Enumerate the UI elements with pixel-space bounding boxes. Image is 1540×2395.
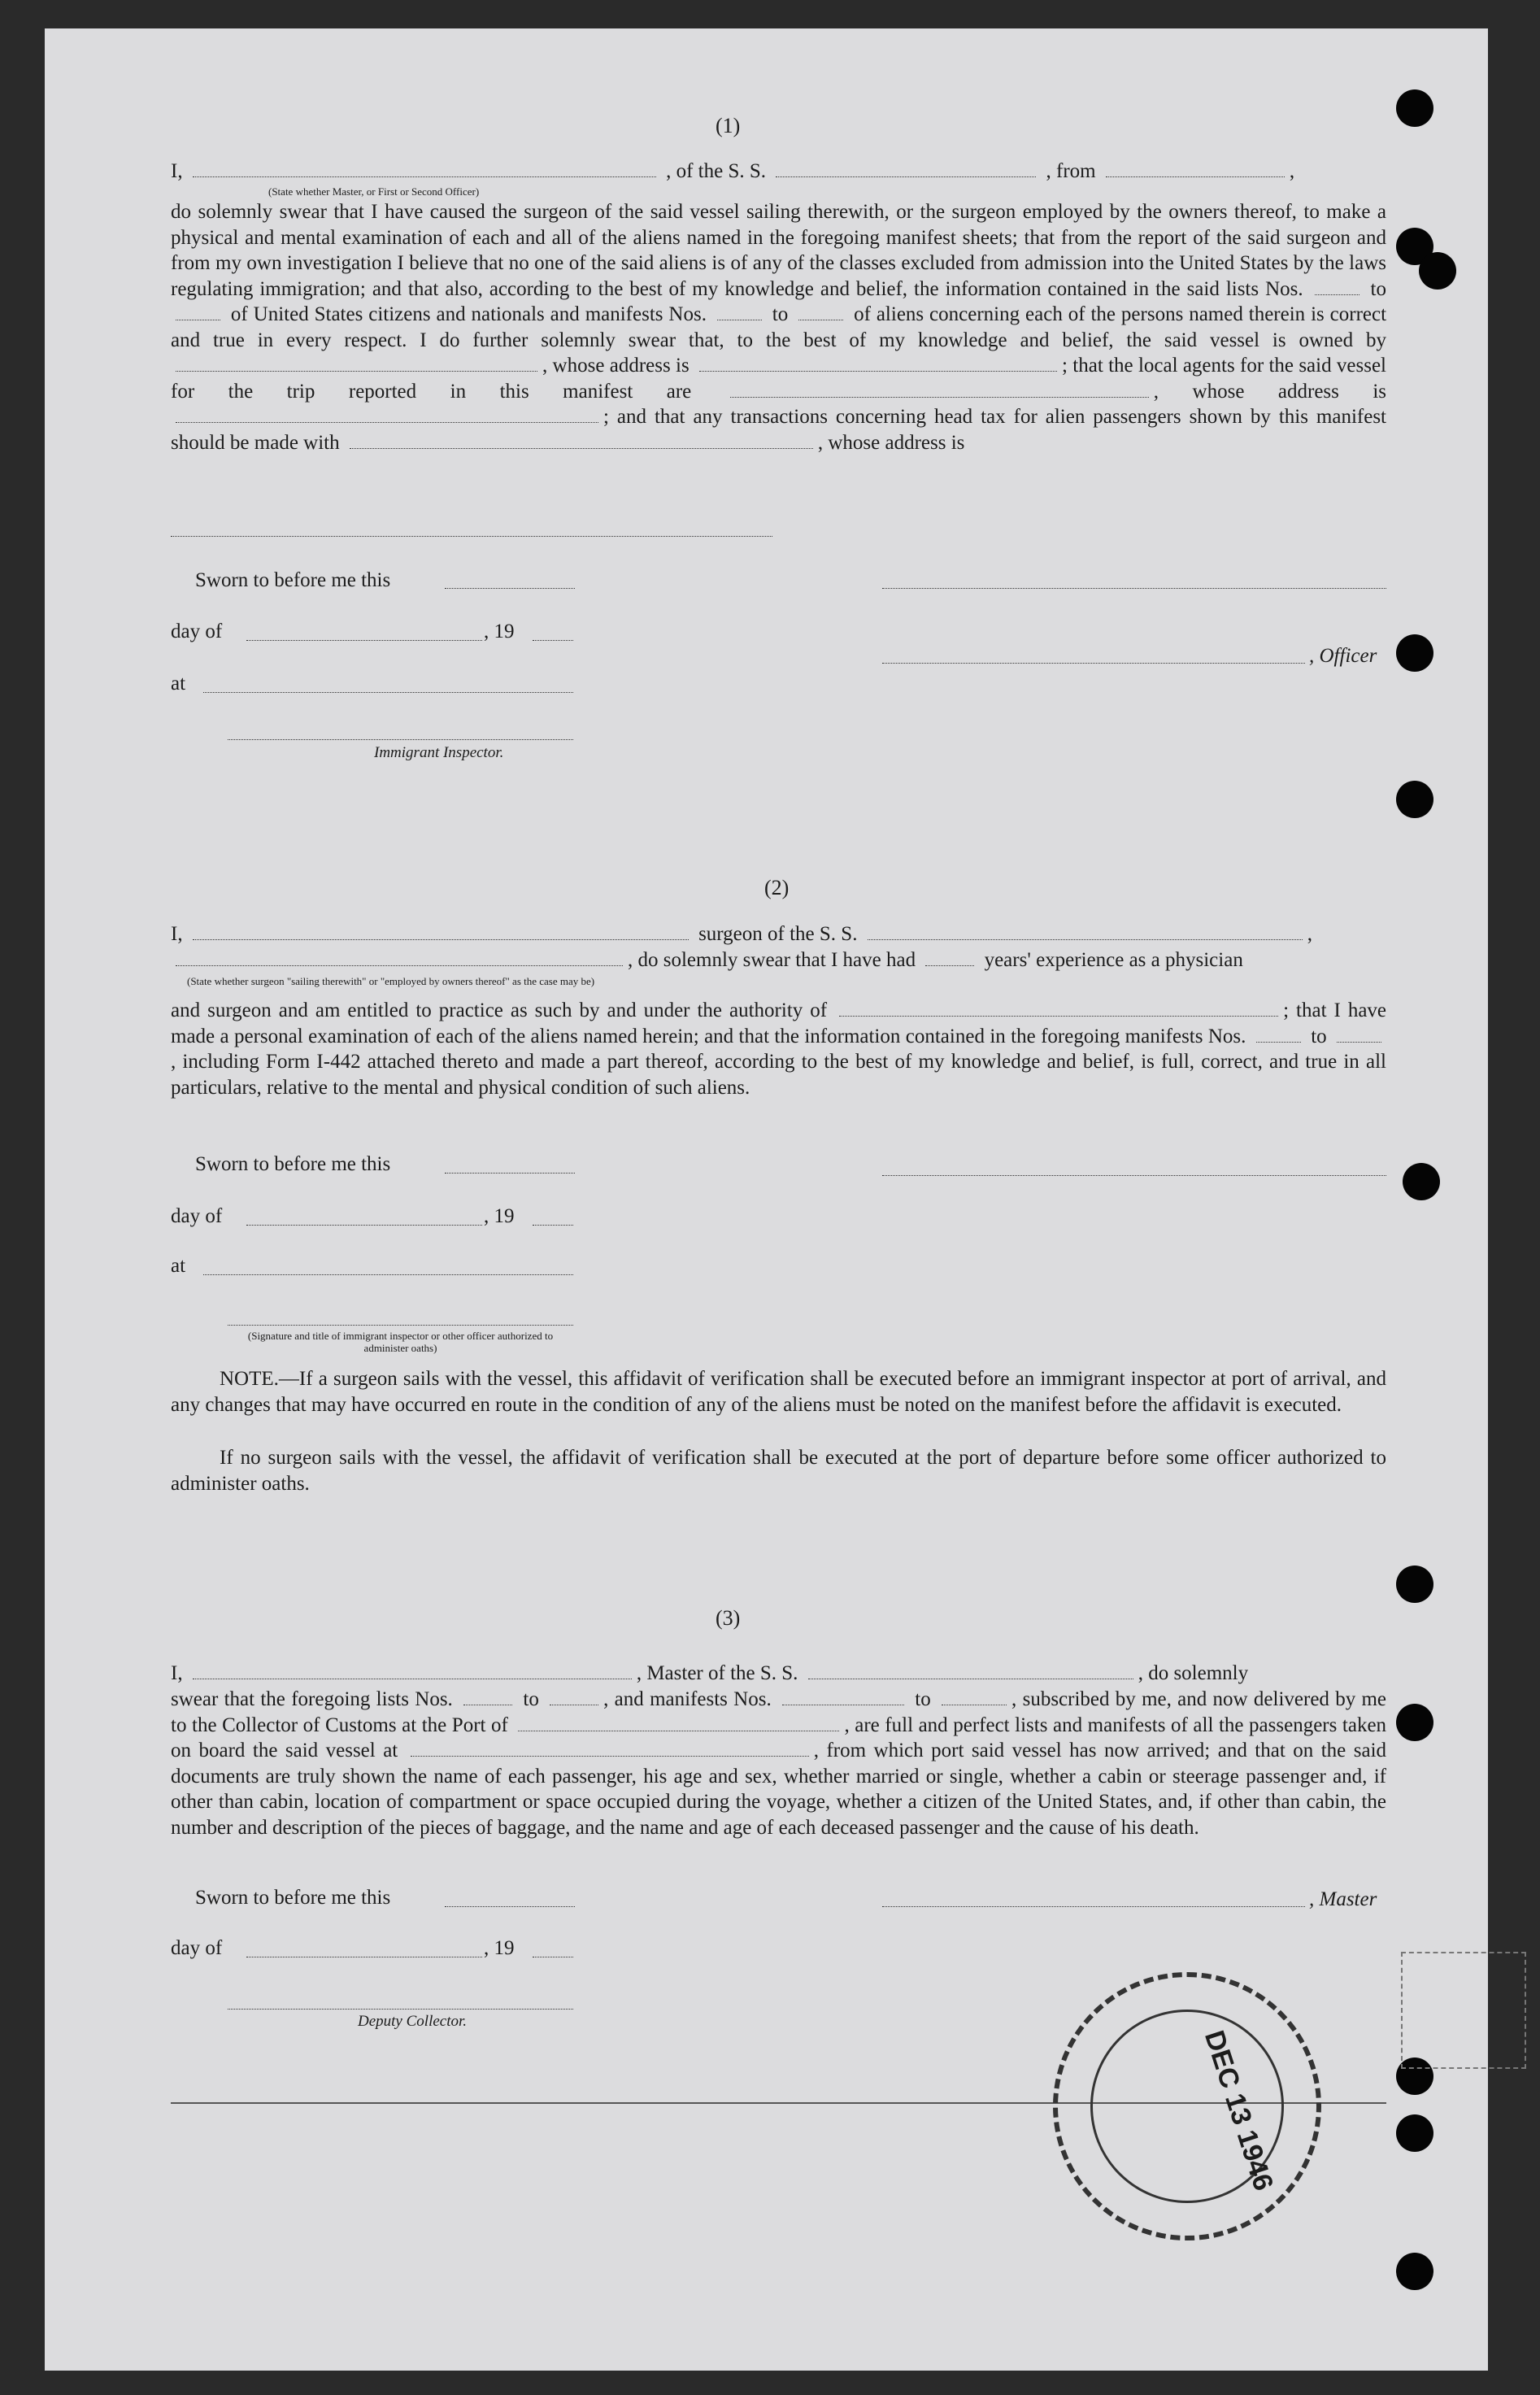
sworn-day-field-3[interactable] bbox=[445, 1905, 575, 1907]
authorized-signature-line[interactable] bbox=[228, 1323, 573, 1326]
from-port-field[interactable] bbox=[1106, 160, 1285, 177]
circular-date-stamp bbox=[1053, 1972, 1321, 2240]
section-1-caption: (State whether Master, or First or Second Officer) bbox=[268, 185, 480, 198]
punch-hole bbox=[1396, 1704, 1433, 1741]
sworn-label-1: Sworn to before me this bbox=[195, 569, 391, 591]
inspector-caption: Immigrant Inspector. bbox=[374, 744, 504, 761]
signature-caption: (Signature and title of immigrant inspector or other officer authorized to administer oaths) bbox=[247, 1330, 554, 1354]
authority-field[interactable] bbox=[839, 999, 1278, 1017]
day-of-field-3[interactable] bbox=[246, 1955, 482, 1957]
surgeon-name-field[interactable] bbox=[193, 923, 689, 940]
year-label-2: , 19 bbox=[484, 1205, 515, 1227]
year-label-1: , 19 bbox=[484, 621, 515, 642]
surgeon-signature-line[interactable] bbox=[882, 1174, 1386, 1176]
day-of-field-2[interactable] bbox=[246, 1223, 482, 1226]
manifests-from-field[interactable] bbox=[717, 303, 762, 320]
day-of-label-2: day of bbox=[171, 1205, 223, 1227]
at-label-1: at bbox=[171, 673, 186, 695]
punch-hole bbox=[1396, 634, 1433, 672]
section-1-heading: (1) bbox=[716, 114, 741, 137]
partial-side-stamp bbox=[1401, 1952, 1526, 2069]
manifest-verification-page bbox=[45, 28, 1488, 2371]
sworn-day-field-2[interactable] bbox=[445, 1171, 575, 1174]
stamp-date: DEC 13 1946 bbox=[1198, 2027, 1280, 2195]
owner-field[interactable] bbox=[176, 355, 537, 372]
punch-hole bbox=[1396, 2253, 1433, 2290]
master-vessel-field[interactable] bbox=[808, 1662, 1133, 1679]
section-2-oath-line: I, surgeon of the S. S. , bbox=[171, 923, 1312, 945]
punch-hole bbox=[1419, 252, 1456, 290]
master-name-field[interactable] bbox=[193, 1662, 632, 1679]
years-experience-field[interactable] bbox=[925, 949, 974, 966]
at-field-2[interactable] bbox=[203, 1273, 573, 1275]
year-field-3[interactable] bbox=[533, 1955, 573, 1957]
agents-address-field[interactable] bbox=[176, 406, 598, 423]
section-2-body: and surgeon and am entitled to practice as such by and under the authority of ; that I have made a personal examination of each of the aliens named herein; and that the information contained in the foregoing manifests Nos. to , including Form I-442 attached thereto and made a part thereof, according to the best of my knowledge and belief, is full, correct, and true in all particulars, relative to the mental and physical condition of such aliens. bbox=[171, 999, 1387, 1099]
day-of-field-1[interactable] bbox=[246, 638, 482, 641]
master-manifests-from-field[interactable] bbox=[782, 1688, 904, 1705]
punch-hole bbox=[1396, 89, 1433, 127]
lists-from-field[interactable] bbox=[1315, 278, 1359, 295]
officer-name-field[interactable] bbox=[193, 160, 656, 177]
officer-signature-line[interactable] bbox=[882, 586, 1386, 589]
port-of-field[interactable] bbox=[518, 1714, 839, 1731]
day-of-label-3: day of bbox=[171, 1937, 223, 1959]
port-boarded-field[interactable] bbox=[411, 1740, 809, 1757]
section-3-oath-line: I, , Master of the S. S. , do solemnly bbox=[171, 1662, 1249, 1684]
section-1-oath-line: I, , of the S. S. , from , bbox=[171, 160, 1295, 182]
at-label-2: at bbox=[171, 1255, 186, 1277]
at-field-1[interactable] bbox=[203, 690, 573, 693]
sworn-label-3: Sworn to before me this bbox=[195, 1887, 391, 1909]
surgeon-note: NOTE.—If a surgeon sails with the vessel, this affidavit of verification shall be executed before an immigrant inspector at port of arrival, and any changes that may have occurred en route in the condition of any of the aliens must be noted on the manifest before the affidavit is executed. bbox=[171, 1368, 1386, 1416]
master-manifests-to-field[interactable] bbox=[942, 1688, 1007, 1705]
year-field-2[interactable] bbox=[533, 1223, 573, 1226]
surgeon-note-2: If no surgeon sails with the vessel, the affidavit of verification shall be executed at the port of departure before some officer authorized to administer oaths. bbox=[171, 1447, 1386, 1495]
surgeon-status-field[interactable] bbox=[176, 949, 623, 966]
surgeon-manifests-from-field[interactable] bbox=[1256, 1025, 1301, 1043]
agents-field[interactable] bbox=[730, 381, 1149, 398]
master-label: , Master bbox=[1309, 1888, 1377, 1910]
master-signature-line[interactable] bbox=[882, 1905, 1305, 1907]
section-2-caption: (State whether surgeon "sailing therewith" or "employed by owners thereof" as the case may be) bbox=[187, 975, 595, 987]
section-1-body: do solemnly swear that I have caused the surgeon of the said vessel sailing therewith, or the surgeon employed by the owners thereof, to make a physical and mental examination of each and all of the aliens named in the foregoing manifest sheets; that from the report of the said surgeon and from my own investigation I believe that no one of the said aliens is of any of the classes excluded from admission into the United States by the laws regulating immigration; and that also, according to the best of my knowledge and belief, the information contained in the said lists Nos. to of United States citizens and nationals and manifests Nos. to of aliens concerning each of the persons named therein is correct and true in every respect. I do further solemnly swear that, to the best of my knowledge and belief, the said vessel is owned by , whose address is ; that the local agents for the said vessel for the trip reported in this manifest are , whose address is ; and that any transactions concerning head tax for alien passengers shown by this manifest should be made with , whose address is bbox=[171, 201, 1387, 454]
sworn-label-2: Sworn to before me this bbox=[195, 1153, 391, 1175]
head-tax-address-line[interactable] bbox=[171, 534, 772, 537]
officer-label: , Officer bbox=[1309, 645, 1377, 667]
section-2-experience-line: , do solemnly swear that I have had years' experience as a physician bbox=[171, 947, 1386, 973]
punch-hole bbox=[1396, 2114, 1433, 2152]
collector-signature-line[interactable] bbox=[228, 2007, 573, 2010]
section-3-body: swear that the foregoing lists Nos. to , and manifests Nos. to , subscribed by me, and now delivered by me to the Collector of Customs at the Port of , are full and perfect lists and manifests of all the passengers taken on board the said vessel at , from which port said vessel has now arrived; and that on the said documents are truly shown the name of each passenger, his age and sex, whether married or single, whether a cabin or steerage passenger and, if other than cabin, location of compartment or space occupied during the voyage, whether a citizen of the United States, and, if other than cabin, the number and description of the pieces of baggage, and the name and age of each deceased passenger and the cause of his death. bbox=[171, 1688, 1387, 1839]
lists-to-field[interactable] bbox=[176, 303, 220, 320]
officer-line[interactable] bbox=[882, 661, 1305, 664]
sworn-day-field-1[interactable] bbox=[445, 586, 575, 589]
section-3-heading: (3) bbox=[716, 1606, 741, 1630]
collector-caption: Deputy Collector. bbox=[358, 2013, 468, 2030]
inspector-signature-line[interactable] bbox=[228, 738, 573, 740]
year-label-3: , 19 bbox=[484, 1937, 515, 1959]
manifests-to-field[interactable] bbox=[798, 303, 843, 320]
day-of-label-1: day of bbox=[171, 621, 223, 642]
surgeon-vessel-field[interactable] bbox=[868, 923, 1303, 940]
year-field-1[interactable] bbox=[533, 638, 573, 641]
vessel-name-field[interactable] bbox=[776, 160, 1036, 177]
surgeon-manifests-to-field[interactable] bbox=[1337, 1025, 1381, 1043]
owner-address-field[interactable] bbox=[699, 355, 1057, 372]
head-tax-contact-field[interactable] bbox=[350, 432, 813, 449]
master-lists-to-field[interactable] bbox=[550, 1688, 598, 1705]
punch-hole bbox=[1396, 781, 1433, 818]
section-2-heading: (2) bbox=[764, 876, 790, 899]
punch-hole bbox=[1396, 1565, 1433, 1603]
punch-hole bbox=[1403, 1163, 1440, 1200]
master-lists-from-field[interactable] bbox=[463, 1688, 512, 1705]
